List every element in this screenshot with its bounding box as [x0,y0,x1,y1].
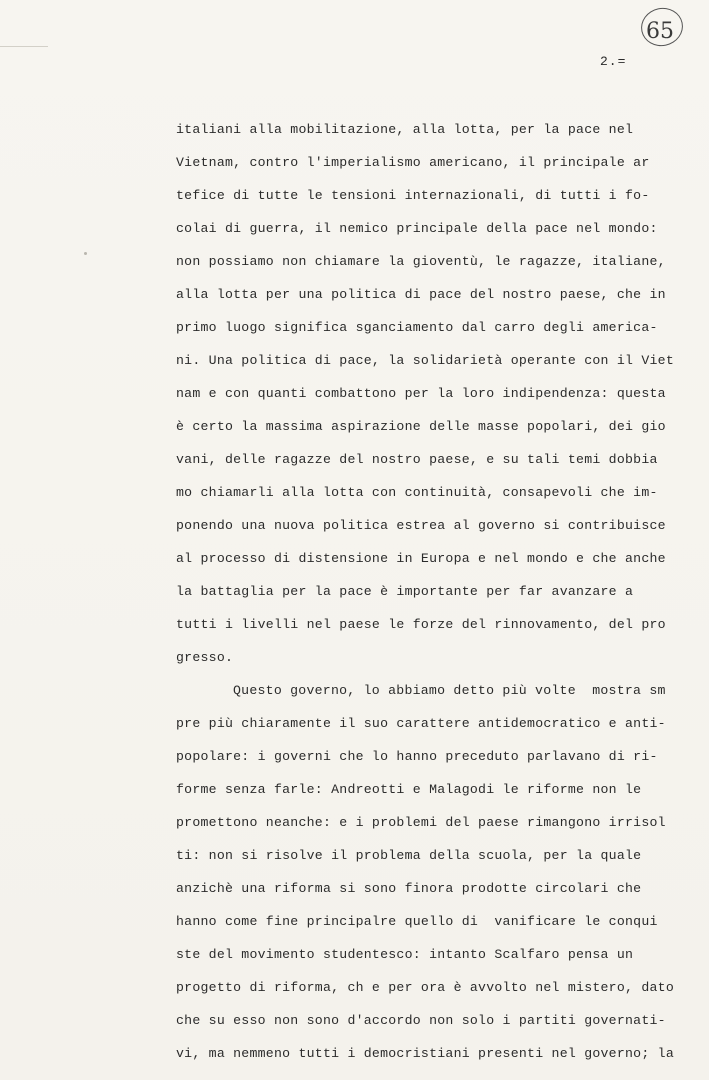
typewritten-body [176,116,686,1073]
folio-stamp: 65 [646,19,674,44]
text-line: tutti i livelli nel paese le forze del rinnovamento, del pro [176,617,666,632]
text-line: Vietnam, contro l'imperialismo americano, il principale ar [176,155,650,170]
text-line: forme senza farle: Andreotti e Malagodi le riforme non le [176,782,642,797]
text-line: pre più chiaramente il suo carattere antidemocratico e anti- [176,716,666,731]
text-line: anzichè una riforma si sono finora prodotte circolari che [176,881,642,896]
text-line: primo luogo significa sganciamento dal carro degli america- [176,320,658,335]
text-line: popolare: i governi che lo hanno preceduto parlavano di ri- [176,749,658,764]
text-line: che su esso non sono d'accordo non solo i partiti governati- [176,1013,666,1028]
text-line: ste del movimento studentesco: intanto Scalfaro pensa un [176,947,634,962]
text-line: ni. Una politica di pace, la solidarietà operante con il Viet [176,353,674,368]
text-line: al processo di distensione in Europa e nel mondo e che anche [176,551,666,566]
text-line: ponendo una nuova politica estrea al governo si contribuisce [176,518,666,533]
text-line: hanno come fine principalre quello di vanificare le conqui [176,914,658,929]
text-line: promettono neanche: e i problemi del paese rimangono irrisol [176,815,666,830]
text-line: ti: non si risolve il problema della scuola, per la quale [176,848,642,863]
text-line: italiani alla mobilitazione, alla lotta, per la pace nel [176,122,634,137]
text-line: alla lotta per una politica di pace del nostro paese, che in [176,287,666,302]
text-line: è certo la massima aspirazione delle masse popolari, dei gio [176,419,666,434]
text-line: vi, ma nemmeno tutti i democristiani presenti nel governo; la [176,1046,674,1061]
paper-edge-mark [0,46,48,47]
text-line: tefice di tutte le tensioni internazionali, di tutti i fo- [176,188,650,203]
page-number: 2.= [600,54,627,69]
text-line: la battaglia per la pace è importante per far avanzare a [176,584,634,599]
text-line: nam e con quanti combattono per la loro indipendenza: questa [176,386,666,401]
text-line: colai di guerra, il nemico principale della pace nel mondo: [176,221,658,236]
paragraph [176,677,686,1073]
text-line: Questo governo, lo abbiamo detto più volte mostra sm [233,683,666,698]
text-line: mo chiamarli alla lotta con continuità, consapevoli che im- [176,485,658,500]
text-line: vani, delle ragazze del nostro paese, e su tali temi dobbia [176,452,658,467]
paragraph [176,116,686,677]
text-line: non possiamo non chiamare la gioventù, le ragazze, italiane, [176,254,666,269]
text-line: progetto di riforma, ch e per ora è avvolto nel mistero, dato [176,980,674,995]
paper-smudge [84,252,87,255]
text-line: gresso. [176,650,234,665]
